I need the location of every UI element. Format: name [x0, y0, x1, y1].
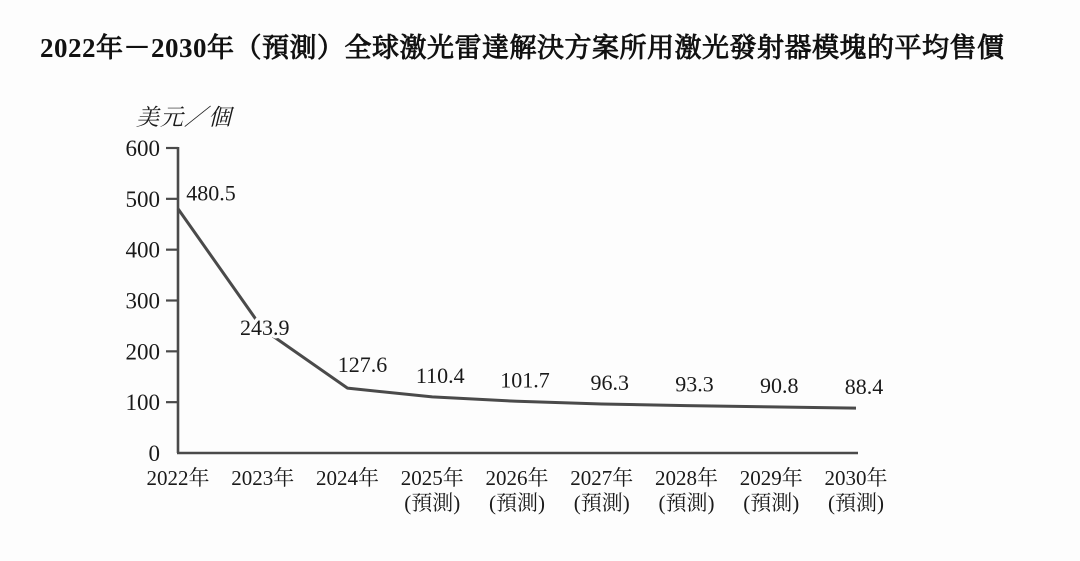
x-axis-forecast-sublabel: (預測) [489, 491, 545, 515]
data-label: 110.4 [415, 362, 465, 388]
x-axis-forecast-sublabel: (預測) [658, 491, 715, 515]
y-axis-tick-label: 500 [125, 186, 160, 212]
x-axis-forecast-sublabel: (預測) [743, 491, 800, 515]
data-label: 88.4 [844, 374, 884, 400]
x-axis-label: 2028年 [655, 466, 718, 490]
y-axis-tick-label: 400 [125, 237, 160, 263]
data-label: 480.5 [186, 180, 236, 206]
data-label: 243.9 [240, 315, 290, 341]
y-axis-tick-label: 300 [125, 288, 160, 314]
x-axis-forecast-sublabel: (預測) [828, 491, 884, 515]
y-axis-tick-label: 200 [125, 339, 160, 365]
x-axis-forecast-sublabel: (預測) [573, 491, 630, 515]
y-axis-tick-label: 600 [125, 136, 160, 161]
data-label: 127.6 [337, 352, 388, 378]
y-axis-tick-label: 100 [125, 390, 160, 416]
y-axis-unit-label: 美元／個 [136, 105, 232, 130]
x-axis-label: 2022年 [146, 466, 210, 490]
x-axis-label: 2024年 [316, 466, 379, 490]
x-axis-forecast-sublabel: (預測) [404, 491, 461, 515]
data-label: 90.8 [760, 372, 799, 398]
data-label: 96.3 [590, 370, 629, 396]
x-axis-label: 2029年 [739, 466, 803, 490]
x-axis-label: 2027年 [570, 466, 634, 490]
x-axis-label: 2023年 [231, 466, 295, 490]
y-axis-tick-label: 0 [148, 441, 160, 466]
x-axis-label: 2030年 [824, 466, 888, 490]
x-axis-label: 2025年 [400, 466, 464, 490]
x-axis-label: 2026年 [485, 466, 549, 490]
data-label: 93.3 [675, 371, 714, 397]
chart-title: 2022年－2030年（預測）全球激光雷達解決方案所用激光發射器模塊的平均售價 [40, 33, 1005, 63]
data-label: 101.7 [500, 367, 550, 393]
